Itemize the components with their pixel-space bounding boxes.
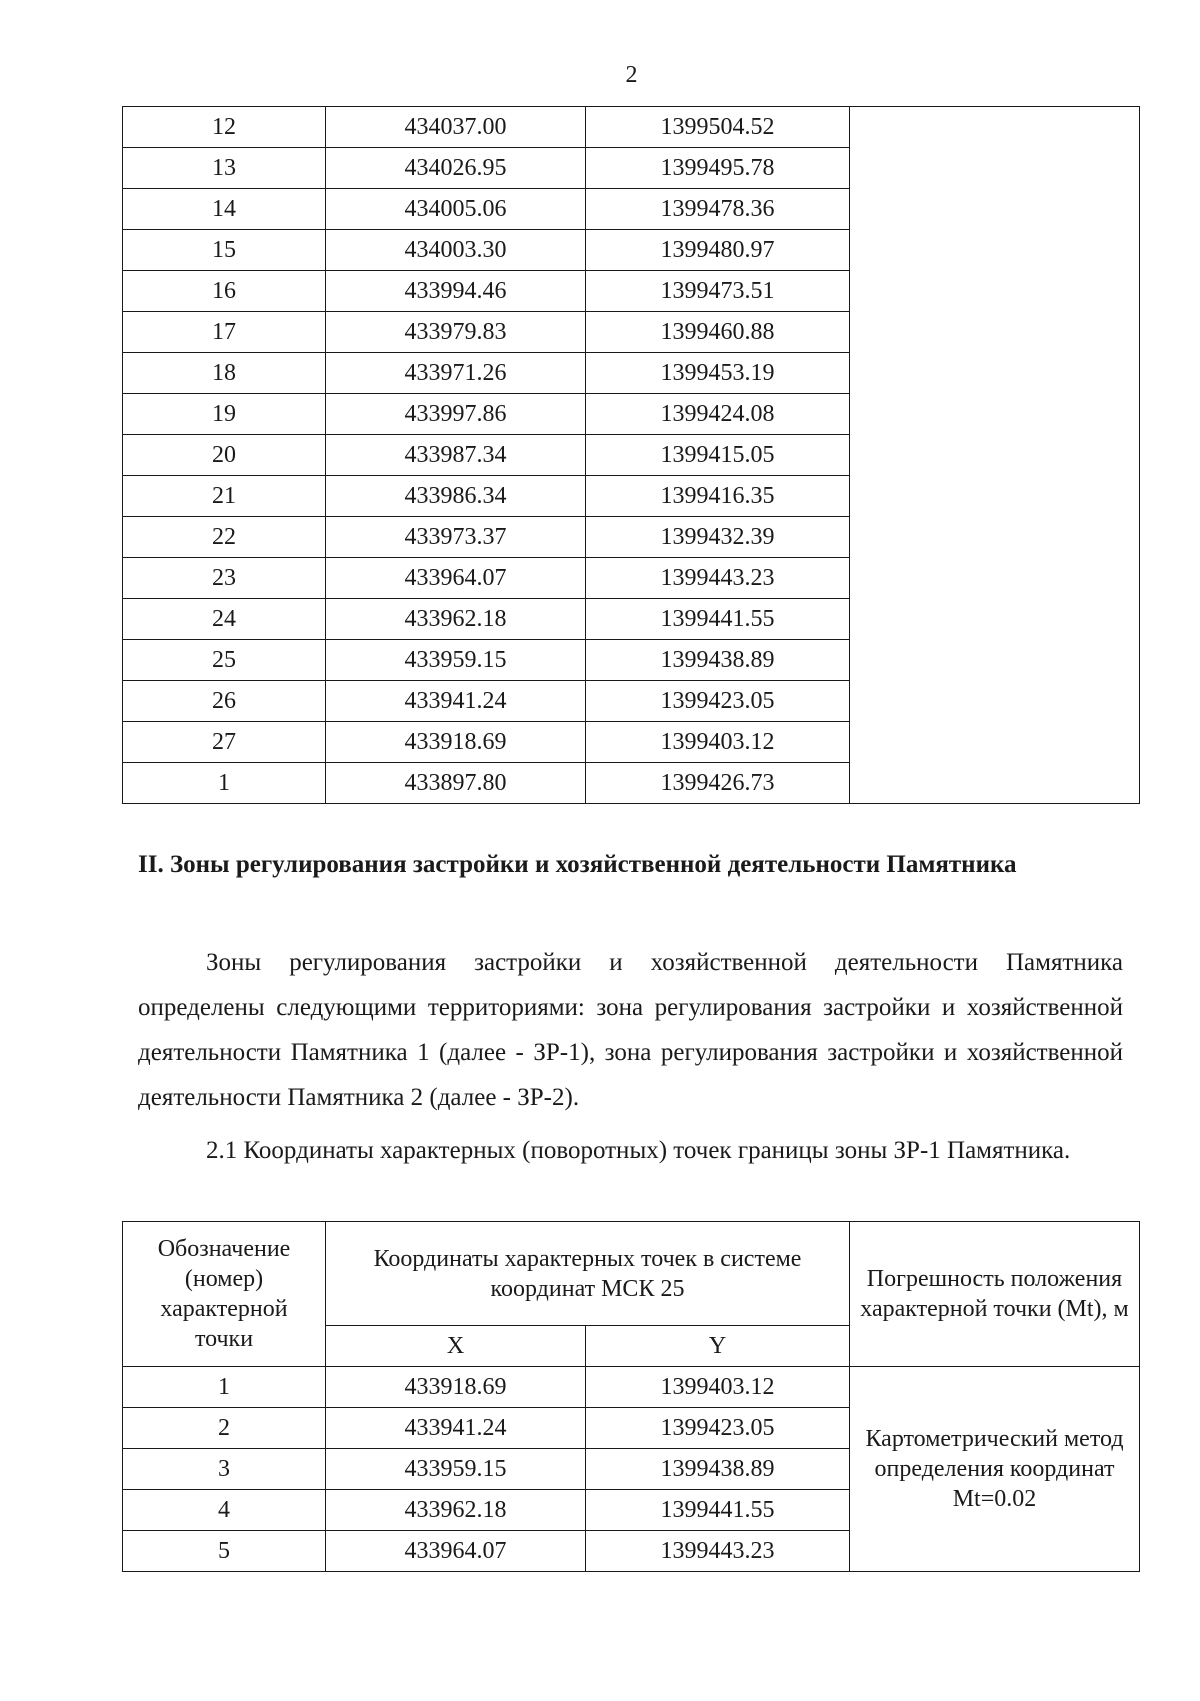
y-cell: 1399441.55 (586, 599, 850, 640)
x-cell: 433986.34 (326, 476, 586, 517)
y-cell: 1399423.05 (586, 681, 850, 722)
y-cell: 1399495.78 (586, 148, 850, 189)
section-paragraph-zones (138, 940, 1123, 1120)
y-cell: 1399473.51 (586, 271, 850, 312)
y-cell: 1399403.12 (586, 1367, 850, 1408)
y-cell: 1399443.23 (586, 558, 850, 599)
accuracy-value-text: Mt=0.02 (952, 1486, 1037, 1512)
x-cell: 433941.24 (326, 681, 586, 722)
x-cell: 433973.37 (326, 517, 586, 558)
point-number-cell: 14 (123, 189, 326, 230)
y-cell: 1399424.08 (586, 394, 850, 435)
point-number-cell: 24 (123, 599, 326, 640)
accuracy-cell-empty (850, 107, 1140, 804)
x-cell: 433971.26 (326, 353, 586, 394)
y-cell: 1399438.89 (586, 1449, 850, 1490)
point-number-cell: 18 (123, 353, 326, 394)
zr1-coordinates-table (122, 1221, 1140, 1572)
y-cell: 1399504.52 (586, 107, 850, 148)
accuracy-method-text: Картометрический метод определения координат (865, 1426, 1124, 1482)
y-cell: 1399415.05 (586, 435, 850, 476)
header-point-number: Обозначение (номер) характерной точки (123, 1222, 326, 1367)
y-cell: 1399478.36 (586, 189, 850, 230)
x-cell: 433997.86 (326, 394, 586, 435)
x-cell: 434005.06 (326, 189, 586, 230)
point-number-cell: 22 (123, 517, 326, 558)
x-cell: 433918.69 (326, 1367, 586, 1408)
x-cell: 433987.34 (326, 435, 586, 476)
y-cell: 1399443.23 (586, 1531, 850, 1572)
header-accuracy: Погрешность положения характерной точки (Mt), м (850, 1222, 1140, 1367)
section-heading: II. Зоны регулирования застройки и хозяйственной деятельности Памятника (138, 851, 1017, 878)
y-cell: 1399426.73 (586, 763, 850, 804)
x-cell: 433964.07 (326, 558, 586, 599)
point-number-cell: 27 (123, 722, 326, 763)
point-number-cell: 13 (123, 148, 326, 189)
coordinates-table-continued (122, 106, 1140, 804)
x-cell: 434003.30 (326, 230, 586, 271)
point-number-cell: 1 (123, 763, 326, 804)
x-cell: 433962.18 (326, 1490, 586, 1531)
x-cell: 433959.15 (326, 640, 586, 681)
point-number-cell: 1 (123, 1367, 326, 1408)
point-number-cell: 3 (123, 1449, 326, 1490)
page-number: 2 (625, 62, 638, 88)
coordinates-table-body (123, 107, 1140, 804)
x-cell: 433918.69 (326, 722, 586, 763)
y-cell: 1399438.89 (586, 640, 850, 681)
x-cell: 433964.07 (326, 1531, 586, 1572)
y-cell: 1399403.12 (586, 722, 850, 763)
point-number-cell: 15 (123, 230, 326, 271)
x-cell: 434026.95 (326, 148, 586, 189)
point-number-cell: 20 (123, 435, 326, 476)
table-row (123, 107, 1140, 148)
point-number-cell: 17 (123, 312, 326, 353)
x-cell: 433994.46 (326, 271, 586, 312)
paragraph-coordinates-text: 2.1 Координаты характерных (поворотных) точек границы зоны ЗР-1 Памятника. (206, 1137, 1071, 1164)
point-number-cell: 21 (123, 476, 326, 517)
point-number-cell: 4 (123, 1490, 326, 1531)
header-y: Y (586, 1326, 850, 1367)
table-row (123, 1367, 1140, 1408)
section-paragraph-coordinates-intro (138, 1128, 1123, 1173)
point-number-cell: 12 (123, 107, 326, 148)
x-cell: 433897.80 (326, 763, 586, 804)
paragraph-zones-text: Зоны регулирования застройки и хозяйственной деятельности Памятника определены следующими территориями: зона регулирования застройки и хозяйственной деятельности Памятника 1 (далее - ЗР-1), зона регулирования застройки и хозяйственной деятельности Памятника 2 (далее - ЗР-2). (138, 949, 1123, 1111)
x-cell: 434037.00 (326, 107, 586, 148)
y-cell: 1399441.55 (586, 1490, 850, 1531)
point-number-cell: 16 (123, 271, 326, 312)
zr1-table-body (123, 1367, 1140, 1572)
point-number-cell: 2 (123, 1408, 326, 1449)
header-x: X (326, 1326, 586, 1367)
point-number-cell: 23 (123, 558, 326, 599)
y-cell: 1399460.88 (586, 312, 850, 353)
point-number-cell: 25 (123, 640, 326, 681)
y-cell: 1399480.97 (586, 230, 850, 271)
x-cell: 433979.83 (326, 312, 586, 353)
point-number-cell: 26 (123, 681, 326, 722)
y-cell: 1399416.35 (586, 476, 850, 517)
point-number-cell: 19 (123, 394, 326, 435)
x-cell: 433941.24 (326, 1408, 586, 1449)
x-cell: 433959.15 (326, 1449, 586, 1490)
header-coordinates: Координаты характерных точек в системе координат МСК 25 (326, 1222, 850, 1326)
y-cell: 1399453.19 (586, 353, 850, 394)
x-cell: 433962.18 (326, 599, 586, 640)
accuracy-method-cell (850, 1367, 1140, 1572)
point-number-cell: 5 (123, 1531, 326, 1572)
y-cell: 1399432.39 (586, 517, 850, 558)
table-header-row (123, 1222, 1140, 1326)
y-cell: 1399423.05 (586, 1408, 850, 1449)
